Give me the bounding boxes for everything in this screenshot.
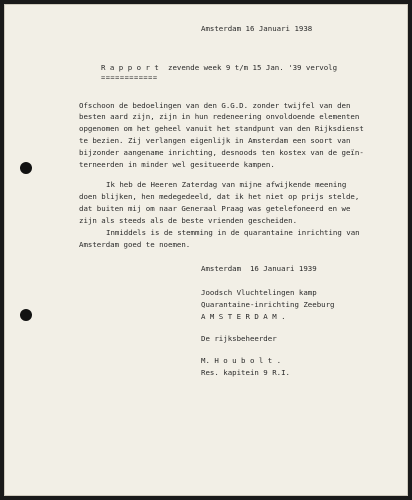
paragraph-2-line-3: dat buiten mij om naar Generaal Praag was getelefoneerd en we xyxy=(79,204,351,213)
paragraph-2-line-1: Ik heb de Heeren Zaterdag van mijne afwijkende meening xyxy=(106,180,347,189)
paragraph-2-line-2: doen blijken, hen medegedeeld, dat ik het niet op prijs stelde, xyxy=(79,192,360,201)
punch-hole-bottom xyxy=(20,309,32,321)
signatory-rank: Res. kapitein 9 R.I. xyxy=(201,368,290,377)
signatory-name: M. H o u b o l t . xyxy=(201,356,282,365)
date-line: Amsterdam 16 Januari 1938 xyxy=(201,24,313,33)
document-page xyxy=(4,4,408,496)
title-underline: ============ xyxy=(101,74,158,82)
closing-place-date: Amsterdam 16 Januari 1939 xyxy=(201,264,317,273)
paragraph-3-line-1: Inmiddels is de stemming in de quarantaine inrichting van xyxy=(106,228,360,237)
paragraph-1-line-5: bijzonder aangename inrichting, desnoods ten kostex van de geïn- xyxy=(79,148,364,157)
paragraph-1-line-1: Ofschoon de bedoelingen van den G.G.D. zonder twijfel van den xyxy=(79,101,351,110)
report-title-word: R a p p o r t xyxy=(101,63,159,72)
org-line-3: A M S T E R D A M . xyxy=(201,312,286,321)
signatory-role: De rijksbeheerder xyxy=(201,334,277,343)
org-line-1: Joodsch Vluchtelingen kamp xyxy=(201,288,317,297)
paragraph-3-line-2: Amsterdam goed te noemen. xyxy=(79,240,191,249)
paragraph-1-line-4: te bezien. Zij verlangen eigenlijk in Amsterdam een soort van xyxy=(79,136,351,145)
paragraph-1-line-2: besten aard zijn, zijn in hun redeneering onvoldoende elementen xyxy=(79,112,360,121)
report-title-rest: zevende week 9 t/m 15 Jan. '39 vervolg xyxy=(168,63,338,72)
punch-hole-top xyxy=(20,162,32,174)
org-line-2: Quarantaine-inrichting Zeeburg xyxy=(201,300,335,309)
paragraph-2-line-4: zijn als steeds als de beste vrienden gescheiden. xyxy=(79,216,298,225)
paragraph-1-line-6: terneerden in minder wel gesitueerde kampen. xyxy=(79,160,275,169)
paragraph-1-line-3: opgenomen om het geheel vanuit het standpunt van den Rijksdienst xyxy=(79,124,364,133)
